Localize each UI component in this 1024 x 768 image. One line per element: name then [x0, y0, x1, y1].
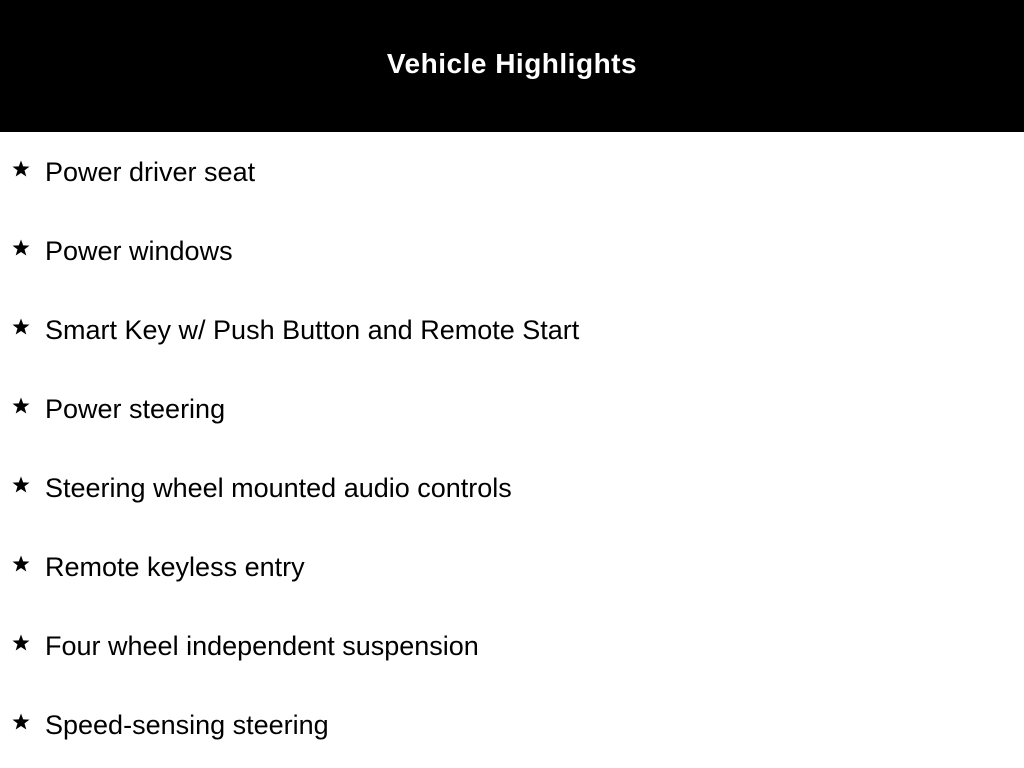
star-icon [11, 554, 31, 574]
star-icon [11, 712, 31, 732]
list-item-label: Power steering [45, 394, 226, 424]
list-item [0, 448, 1024, 527]
star-icon [11, 317, 31, 337]
list-item [0, 369, 1024, 448]
list-item-label: Power windows [45, 236, 233, 266]
star-icon [11, 238, 31, 258]
list-item [0, 685, 1024, 764]
star-icon [11, 475, 31, 495]
header-banner [0, 0, 1024, 132]
list-item [0, 290, 1024, 369]
list-item-label: Power driver seat [45, 157, 256, 187]
star-icon [11, 396, 31, 416]
list-item-label: Steering wheel mounted audio controls [45, 473, 512, 503]
list-item [0, 527, 1024, 606]
list-item-label: Remote keyless entry [45, 552, 305, 582]
list-item [0, 606, 1024, 685]
list-item [0, 132, 1024, 211]
star-icon [11, 633, 31, 653]
list-item-label: Smart Key w/ Push Button and Remote Start [45, 315, 580, 345]
page-title: Vehicle Highlights [386, 48, 638, 79]
list-item-label: Four wheel independent suspension [45, 631, 479, 661]
highlights-list [0, 132, 1024, 764]
star-icon [11, 159, 31, 179]
list-item [0, 211, 1024, 290]
list-item-label: Speed-sensing steering [45, 710, 329, 740]
